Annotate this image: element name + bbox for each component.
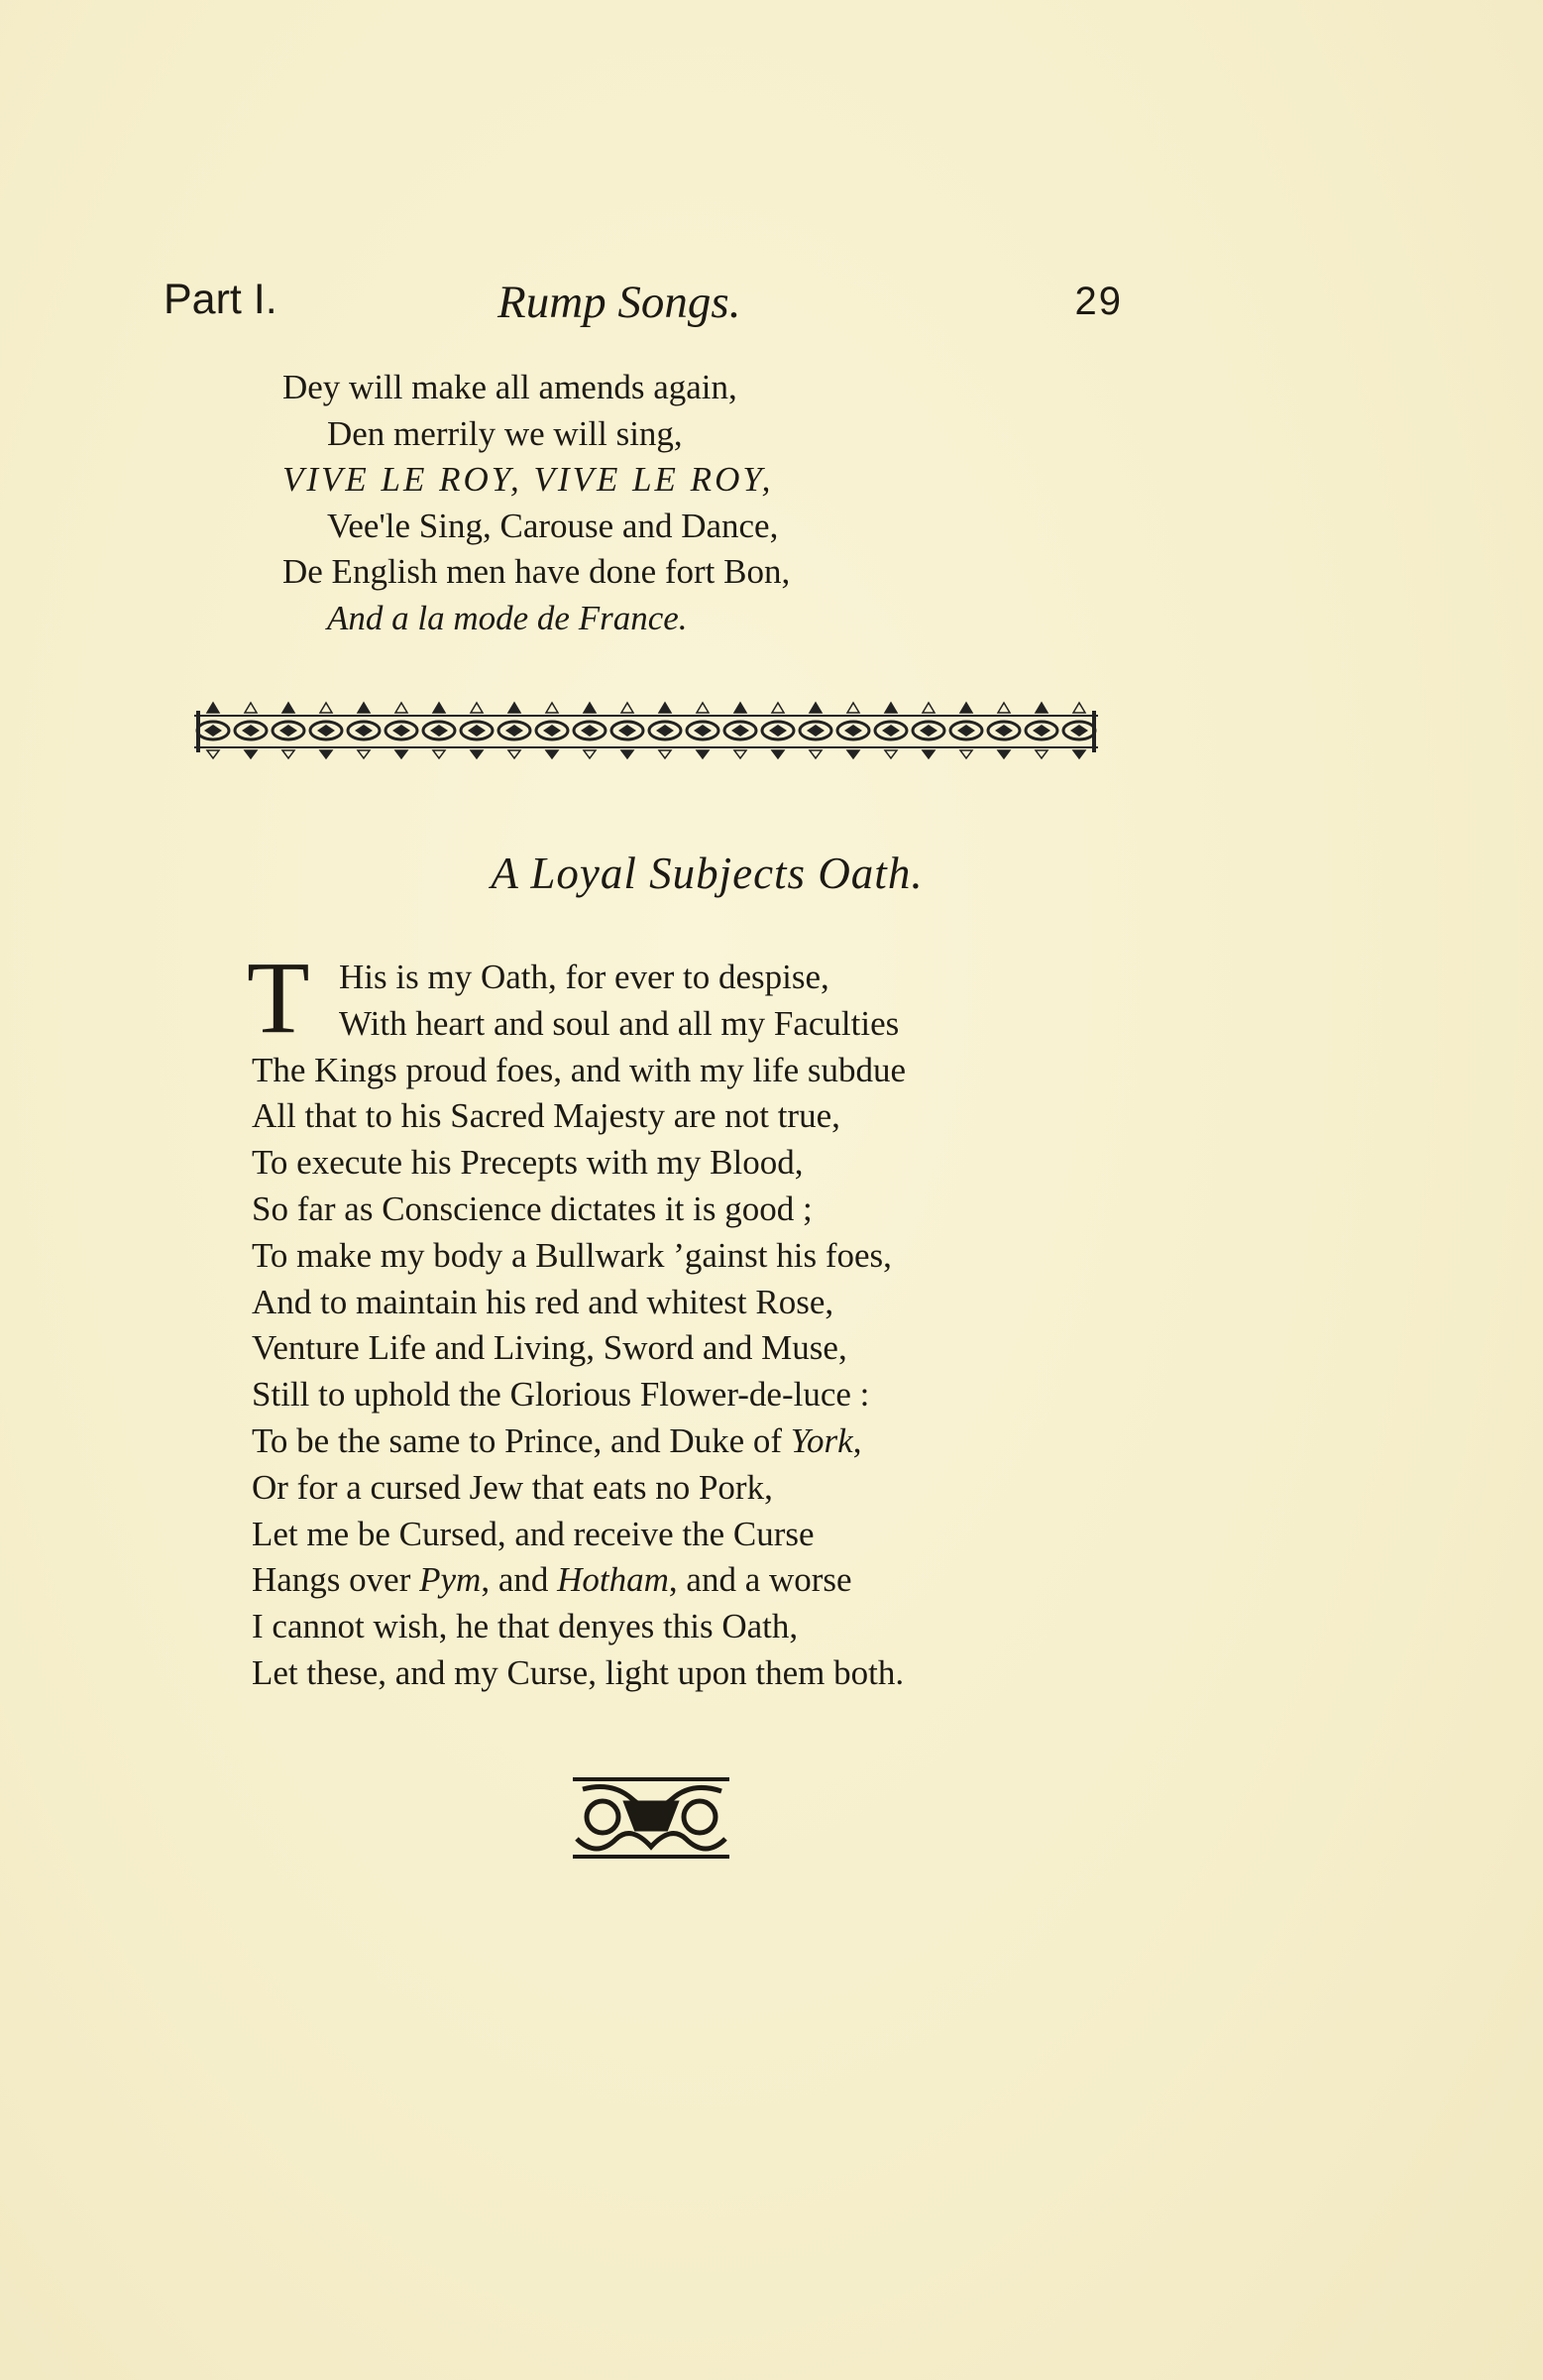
verse-line: Or for a cursed Jew that eats no Pork, — [252, 1467, 773, 1507]
verse-line: All that to his Sacred Majesty are not true, — [252, 1096, 840, 1136]
verse-line: Vee'le Sing, Carouse and Dance, — [327, 506, 779, 545]
verse-line: I cannot wish, he that denyes this Oath, — [252, 1607, 799, 1646]
verse-line: Let me be Cursed, and receive the Curse — [252, 1514, 815, 1553]
verse-text: , — [852, 1420, 862, 1460]
verse-line: Venture Life and Living, Sword and Muse, — [252, 1328, 847, 1368]
verse-line: And a la mode de France. — [327, 598, 688, 637]
oath-poem — [247, 941, 907, 1697]
verse-line — [252, 1557, 906, 1604]
verse-line-text: His is my Oath, for ever to despise, — [339, 958, 829, 996]
drop-cap: T — [247, 941, 310, 1055]
proper-name-hotham: Hotham — [557, 1560, 669, 1600]
verse-line: To execute his Precepts with my Blood, — [252, 1143, 804, 1183]
verse-line: With heart and soul and all my Faculties — [339, 1003, 900, 1043]
verse-line: Den merrily we will sing, — [327, 413, 683, 453]
running-title: Rump Songs. — [497, 277, 741, 328]
running-header — [164, 276, 1123, 345]
verse-line: Dey will make all amends again, — [282, 368, 737, 406]
section-title: A Loyal Subjects Oath. — [491, 849, 924, 898]
verse-stanza — [282, 365, 790, 641]
part-label: Part I. — [164, 276, 277, 323]
verse-line: The Kings proud foes, and with my life subdue — [252, 1050, 907, 1089]
proper-name-pym: Pym — [419, 1560, 482, 1600]
verse-line: Still to uphold the Glorious Flower-de-luce : — [252, 1375, 870, 1415]
verse-line: De English men have done fort Bon, — [282, 552, 791, 591]
verse-line: Let these, and my Curse, light upon them both. — [252, 1652, 905, 1692]
verse-text: Hangs over — [252, 1560, 420, 1600]
page-number: 29 — [1074, 280, 1123, 323]
verse-line: To make my body a Bullwark ’gainst his foes, — [252, 1235, 892, 1275]
proper-name-york: York — [790, 1420, 853, 1460]
tailpiece-ornament — [563, 1769, 739, 1865]
verse-text: , and a worse — [668, 1560, 852, 1600]
decorative-band-ornament — [194, 701, 1098, 760]
verse-line: So far as Conscience dictates it is good ; — [252, 1189, 813, 1228]
verse-text: , and — [481, 1560, 558, 1600]
verse-line: VIVE LE ROY, VIVE LE ROY, — [282, 460, 774, 499]
verse-line: And to maintain his red and whitest Rose, — [252, 1282, 834, 1321]
verse-text: To be the same to Prince, and Duke of — [252, 1420, 791, 1460]
verse-line — [252, 1418, 906, 1465]
